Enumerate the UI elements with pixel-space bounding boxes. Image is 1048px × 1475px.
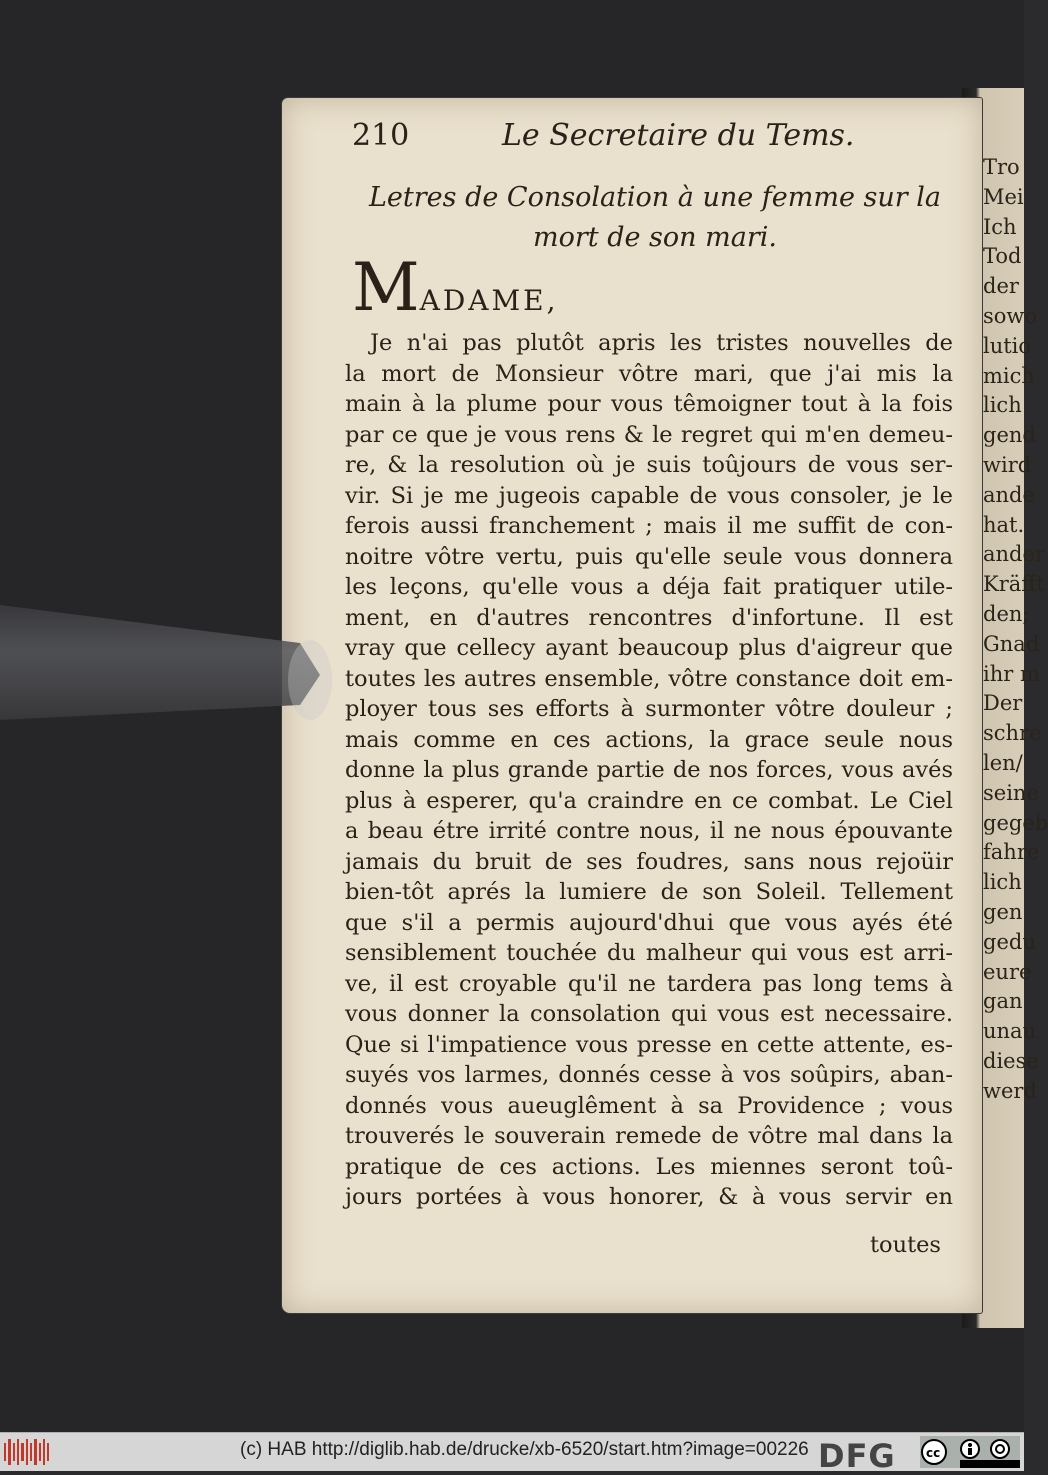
- facing-page-fragment: len/: [983, 751, 1023, 775]
- copyright-link[interactable]: (c) HAB http://diglib.hab.de/drucke/xb-6520/start.htm?image=00226: [240, 1439, 809, 1460]
- body-line: donnés vous aueuglêment à sa Providence ; vous: [345, 1092, 953, 1119]
- facing-page-fragment: gen: [983, 900, 1023, 924]
- body-line: jours portées à vous honorer, & à vous servir en: [345, 1184, 953, 1210]
- facing-page-fragment: Tro: [983, 155, 1020, 179]
- body-line: par ce que je vous rens & le regret qui m'en demeu-: [345, 421, 953, 448]
- body-line: mais comme en ces actions, la grace seule nous: [345, 726, 953, 753]
- body-line: la mort de Monsieur vôtre mari, que j'ai mis la: [345, 360, 953, 387]
- facing-page-fragment: Der: [983, 691, 1023, 716]
- facing-page-fragment: Kräfft: [983, 572, 1045, 597]
- body-line: ve, il est croyable qu'il ne tardera pas long tems à: [345, 970, 953, 997]
- body-line: Que si l'impatience vous presse en cette attente, es-: [345, 1031, 953, 1058]
- facing-page-fragment: Mei: [983, 184, 1024, 209]
- facing-page-fragment: mich: [983, 363, 1035, 388]
- letter-body: [345, 328, 953, 1213]
- facing-page-fragment: sowo: [983, 304, 1038, 328]
- facing-page-fragment: unau: [983, 1019, 1037, 1044]
- facing-page-fragment: eure: [983, 959, 1032, 984]
- facing-page-fragment: Gnad: [983, 631, 1040, 656]
- body-line: pratique de ces actions. Les miennes seront toû-: [345, 1153, 953, 1180]
- page-holder-clip: [288, 640, 332, 720]
- salutation-rest: ADAME,: [419, 284, 559, 317]
- body-line: noitre vôtre vertu, puis qu'elle seule vous donnera: [345, 543, 953, 570]
- running-head: [352, 118, 952, 158]
- facing-page-fragment: ander: [983, 542, 1045, 567]
- viewer-footer: [0, 1432, 1024, 1475]
- facing-page-fragment: werd: [983, 1078, 1037, 1103]
- facing-page-fragment: diese: [983, 1049, 1039, 1073]
- facing-page-fragment: gegeb: [983, 810, 1048, 835]
- body-line: vous donner la consolation qui vous est necessaire.: [345, 1001, 953, 1027]
- catchword: toutes: [870, 1232, 941, 1258]
- cc-license-icon[interactable]: [920, 1436, 1020, 1468]
- facing-page-fragment: Ich: [983, 214, 1017, 239]
- facing-page-fragment: hat.: [983, 512, 1025, 537]
- body-line: plus à esperer, qu'a craindre en ce combat. Le Ciel: [345, 787, 953, 814]
- sa-icon: [991, 1440, 1009, 1458]
- svg-text:cc: cc: [926, 1446, 941, 1460]
- barcode-icon: [4, 1439, 50, 1465]
- body-line: jamais du bruit de ses foudres, sans nous rejoüir: [345, 848, 953, 875]
- body-line: les leçons, qu'elle vous a déja fait pratiquer utile-: [345, 574, 953, 600]
- heading-line: Letres de Consolation à une femme sur la: [368, 182, 941, 213]
- running-title: Le Secretaire du Tems.: [502, 118, 855, 153]
- facing-page-fragment: Tod: [983, 244, 1022, 269]
- facing-page-fragment: ihr m: [983, 661, 1040, 686]
- body-line: a beau étre irrité contre nous, il ne nous épouvante: [345, 818, 953, 844]
- body-line: vray que cellecy ayant beaucoup plus d'aigreur que: [345, 635, 953, 661]
- facing-page-fragment: wird: [983, 453, 1032, 477]
- body-line: toutes les autres ensemble, vôtre constance doit em-: [345, 665, 953, 692]
- body-line: trouverés le souverain remede de vôtre mal dans la: [345, 1123, 953, 1149]
- facing-page-fragment: lutio: [983, 333, 1032, 358]
- drop-initial: M: [352, 249, 420, 326]
- facing-page-fragment: lich: [983, 870, 1022, 895]
- body-line: re, & la resolution où je suis toûjours de vous ser-: [345, 452, 953, 478]
- letter-heading: [355, 178, 955, 258]
- facing-page-fragment: den;: [983, 602, 1030, 626]
- facing-page-fragment: ande: [983, 482, 1035, 507]
- body-line: donne la plus grande partie de nos forces, vous avés: [345, 757, 953, 783]
- body-line: que s'il a permis aujourd'dhui que vous ayés été: [345, 909, 953, 936]
- body-line: vir. Si je me jugeois capable de vous consoler, je le: [345, 482, 953, 509]
- facing-page-fragment: schre: [983, 721, 1042, 746]
- facing-page-fragment: fahre: [983, 840, 1040, 865]
- facing-page-fragment: gedu: [983, 929, 1036, 954]
- page-holder-strap: [0, 605, 320, 720]
- body-line: suyés vos larmes, donnés cesse à vos soûpirs, aban-: [345, 1062, 953, 1088]
- facing-page-fragment: lich: [983, 393, 1022, 418]
- facing-page-fragment: gend: [983, 423, 1036, 448]
- body-line: ment, en d'autres rencontres d'infortune. Il est: [345, 604, 953, 631]
- heading-line: mort de son mari.: [533, 222, 777, 253]
- body-line: ployer tous ses efforts à surmonter vôtre douleur ;: [345, 696, 953, 722]
- facing-page-fragment: gan: [983, 989, 1023, 1014]
- body-line: main à la plume pour vous têmoigner tout à la fois: [345, 391, 953, 417]
- body-line: bien-tôt aprés la lumiere de son Soleil. Tellement: [345, 879, 953, 905]
- body-line: ferois aussi franchement ; mais il me suffit de con-: [345, 513, 953, 539]
- dfg-logo: DFG: [818, 1437, 896, 1475]
- body-line: Je n'ai pas plutôt apris les tristes nouvelles de: [370, 330, 953, 356]
- salutation: [352, 249, 559, 326]
- page-number: 210: [352, 118, 410, 153]
- facing-page-fragment: seine: [983, 780, 1039, 805]
- facing-page-fragment: der: [983, 274, 1019, 299]
- body-line: sensiblement touchée du malheur qui vous est arri-: [345, 940, 953, 966]
